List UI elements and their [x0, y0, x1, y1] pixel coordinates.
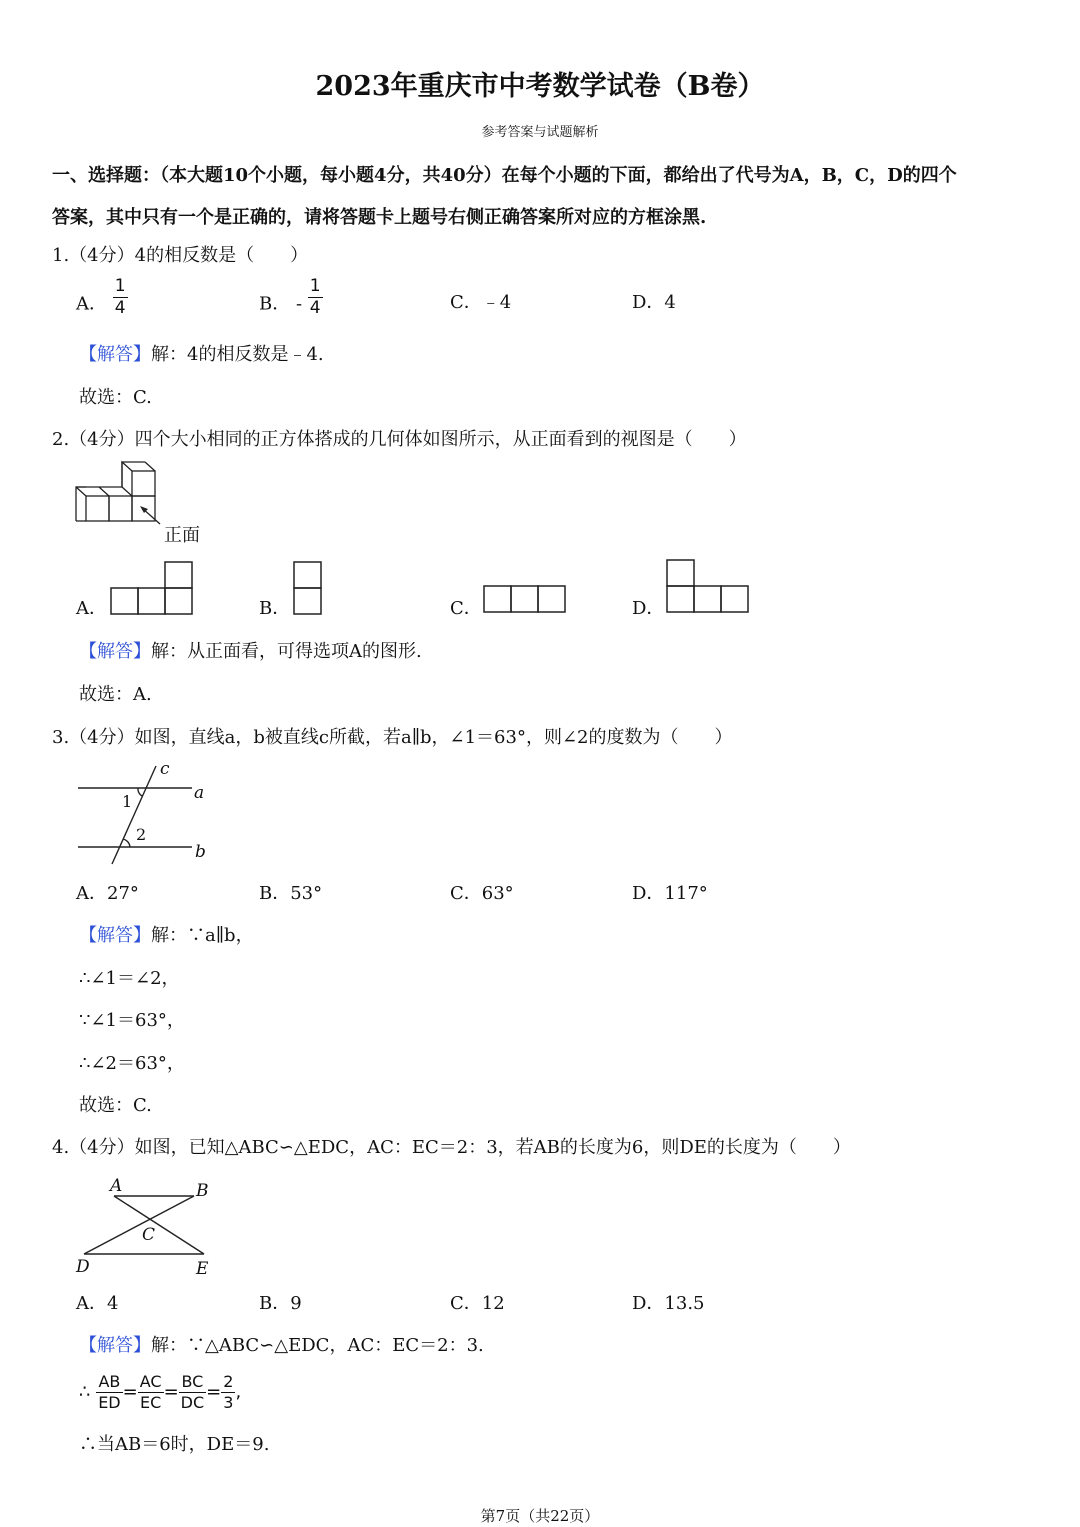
point-a-label: A: [110, 1176, 123, 1196]
line-c-label: c: [160, 759, 170, 779]
q1-option-a-label: A．: [76, 293, 107, 315]
point-d-label: D: [76, 1257, 90, 1277]
point-e-label: E: [196, 1259, 209, 1279]
page-subtitle: 参考答案与试题解析: [481, 125, 599, 140]
q1-option-b-label: B．: [259, 293, 291, 315]
q3-answer-pick: 故选：C.: [79, 1095, 152, 1116]
q1-solution: 【解答】解：4的相反数是﹣4.: [79, 344, 324, 365]
q4-stem: 4.（4分）如图，已知△ABC∽△EDC，AC：EC＝2：3，若AB的长度为6，则DE的长度为（ ）: [52, 1137, 851, 1158]
solution-tag: 【解答】: [79, 344, 151, 365]
point-c-label: C: [142, 1225, 156, 1245]
q4-option-c: C．12: [450, 1293, 505, 1314]
q4-solution: 【解答】解：∵△ABC∽△EDC，AC：EC＝2：3.: [79, 1335, 484, 1356]
solution-tag: 【解答】: [79, 641, 151, 662]
ratio-bc-dc: $\frac{BC}{DC}$: [180, 1372, 205, 1412]
q2-option-a-view: [108, 558, 198, 618]
q1-option-b-sign: -: [295, 293, 303, 315]
q1-option-c: C．﹣4: [450, 292, 512, 313]
ratio-ac-ec: $\frac{AC}{EC}$: [139, 1372, 162, 1412]
q2-front-label: 正面: [164, 525, 200, 546]
q3-option-d: D．117°: [632, 883, 708, 904]
ratio-2-3: $\frac{2}{3}$: [223, 1372, 234, 1412]
page-footer: 第7页（共22页）: [480, 1507, 600, 1525]
q2-option-b-view: [291, 558, 327, 618]
q2-cube-figure: [74, 458, 214, 548]
angle-2-label: 2: [136, 825, 147, 844]
solution-tag: 【解答】: [79, 1335, 151, 1356]
q3-stem: 3.（4分）如图，直线a，b被直线c所截，若a∥b，∠1＝63°，则∠2的度数为（ ）: [52, 727, 733, 748]
q1-option-a: [76, 276, 128, 318]
q4-ratio-equation: ∴ $\frac{AB}{ED}$ = $\frac{AC}{EC}$ = $\frac{BC}{DC}$ = $\frac{2}{3}$ ,: [79, 1372, 242, 1412]
q1-option-b: [259, 276, 323, 318]
q1-stem: 1.（4分）4的相反数是（ ）: [52, 245, 309, 266]
q3-option-c: C．63°: [450, 883, 514, 904]
q4-option-d: D．13.5: [632, 1293, 705, 1314]
q4-option-a: A．4: [76, 1293, 119, 1314]
ratio-ab-ed: $\frac{AB}{ED}$: [98, 1372, 121, 1412]
q1-option-a-fraction: $\frac{1}{4}$: [114, 276, 126, 318]
q2-answer-pick: 故选：A.: [79, 684, 152, 705]
q2-solution: 【解答】解：从正面看，可得选项A的图形.: [79, 641, 422, 662]
q1-answer-pick: 故选：C.: [79, 387, 152, 408]
q4-similar-triangles-figure: [74, 1172, 224, 1284]
solution-tag: 【解答】: [79, 925, 151, 946]
q2-option-d-view: [664, 556, 754, 618]
line-b-label: b: [195, 842, 206, 862]
q2-option-b-label: B．: [259, 598, 291, 619]
section-heading-line1: 一、选择题：（本大题10个小题，每小题4分，共40分）在每个小题的下面，都给出了代号为A，B，C，D的四个: [52, 165, 957, 186]
point-b-label: B: [196, 1181, 209, 1201]
line-a-label: a: [194, 783, 205, 803]
q1-option-d: D．4: [632, 292, 676, 313]
page-title: 2023年重庆市中考数学试卷（B卷）: [315, 71, 765, 102]
q2-option-c-label: C．: [450, 598, 482, 619]
q3-step-2: ∵∠1＝63°，: [79, 1010, 185, 1031]
angle-1-label: 1: [122, 792, 133, 811]
q3-parallel-lines-figure: [74, 758, 224, 868]
q1-option-b-fraction: $\frac{1}{4}$: [309, 276, 321, 318]
q2-option-c-view: [481, 582, 571, 618]
q3-option-b: B．53°: [259, 883, 323, 904]
section-heading-line2: 答案，其中只有一个是正确的，请将答题卡上题号右侧正确答案所对应的方框涂黑.: [52, 207, 707, 228]
q2-option-a-label: A．: [76, 598, 107, 619]
q4-conclusion: ∴当AB＝6时，DE＝9.: [79, 1434, 270, 1455]
q4-option-b: B．9: [259, 1293, 302, 1314]
q3-step-1: ∴∠1＝∠2，: [79, 968, 180, 989]
q3-step-3: ∴∠2＝63°，: [79, 1053, 185, 1074]
q2-stem: 2.（4分）四个大小相同的正方体搭成的几何体如图所示，从正面看到的视图是（ ）: [52, 429, 747, 450]
q3-option-a: A．27°: [76, 883, 139, 904]
q2-option-d-label: D．: [632, 598, 665, 619]
q3-solution: 【解答】解：∵a∥b，: [79, 925, 254, 946]
